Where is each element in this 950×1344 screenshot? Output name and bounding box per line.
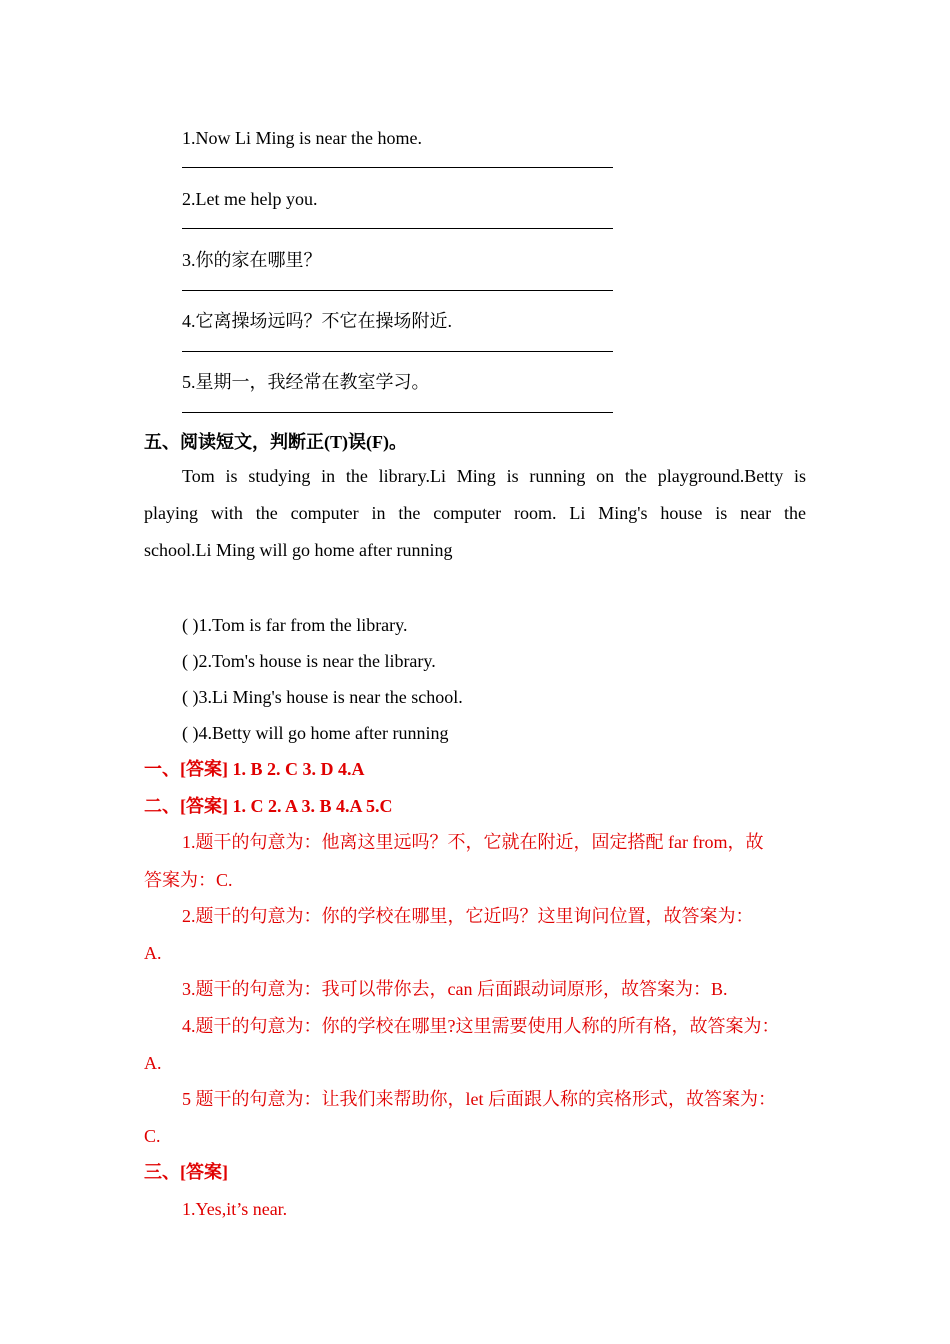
tf-question-1: ( )1.Tom is far from the library.	[182, 615, 408, 635]
answer-part-2: 二、[答案] 1. C 2. A 3. B 4.A 5.C	[144, 796, 393, 816]
answer-part-3: 三、[答案]	[144, 1162, 228, 1182]
translate-item-3: 3.你的家在哪里？	[182, 250, 322, 270]
tf-question-3: ( )3.Li Ming's house is near the school.	[182, 687, 463, 707]
explanation-4-line1: 4.题干的句意为：你的学校在哪里?这里需要使用人称的所有格，故答案为：	[182, 1016, 780, 1036]
translate-item-2: 2.Let me help you.	[182, 189, 318, 209]
explanation-3-line1: 3.题干的句意为：我可以带你去，can 后面跟动词原形，故答案为：B.	[182, 979, 728, 999]
answer-line-2	[182, 228, 613, 229]
answer-part-1: 一、[答案] 1. B 2. C 3. D 4.A	[144, 759, 365, 779]
passage-line-2: playing with the computer in the computer room. Li Ming's house is near the	[144, 503, 806, 523]
reading-passage	[144, 466, 806, 566]
translate-item-1: 1.Now Li Ming is near the home.	[182, 128, 422, 148]
explanation-5-line2: C.	[144, 1126, 161, 1146]
answer-line-3	[182, 290, 613, 291]
translate-item-4: 4.它离操场远吗？不它在操场附近.	[182, 311, 452, 331]
explanation-5-line1: 5 题干的句意为：让我们来帮助你，let 后面跟人称的宾格形式，故答案为：	[182, 1089, 776, 1109]
explanation-1-line2: 答案为：C.	[144, 870, 233, 890]
explanation-2-line2: A.	[144, 943, 162, 963]
answer-part-3-item-1: 1.Yes,it’s near.	[182, 1199, 288, 1219]
section5-title: 五、阅读短文，判断正(T)误(F)。	[144, 432, 407, 452]
explanation-1-line1: 1.题干的句意为：他离这里远吗？不，它就在附近，固定搭配 far from，故	[182, 832, 764, 852]
answer-line-1	[182, 167, 613, 168]
answer-line-4	[182, 351, 613, 352]
explanation-4-line2: A.	[144, 1053, 162, 1073]
explanation-2-line1: 2.题干的句意为：你的学校在哪里，它近吗？这里询问位置，故答案为：	[182, 906, 754, 926]
translate-item-5: 5.星期一，我经常在教室学习。	[182, 372, 430, 392]
passage-line-3: school.Li Ming will go home after running	[144, 540, 453, 560]
answer-line-5	[182, 412, 613, 413]
tf-question-4: ( )4.Betty will go home after running	[182, 723, 449, 743]
tf-question-2: ( )2.Tom's house is near the library.	[182, 651, 436, 671]
passage-line-1: Tom is studying in the library.Li Ming is running on the playground.Betty is	[182, 466, 806, 486]
